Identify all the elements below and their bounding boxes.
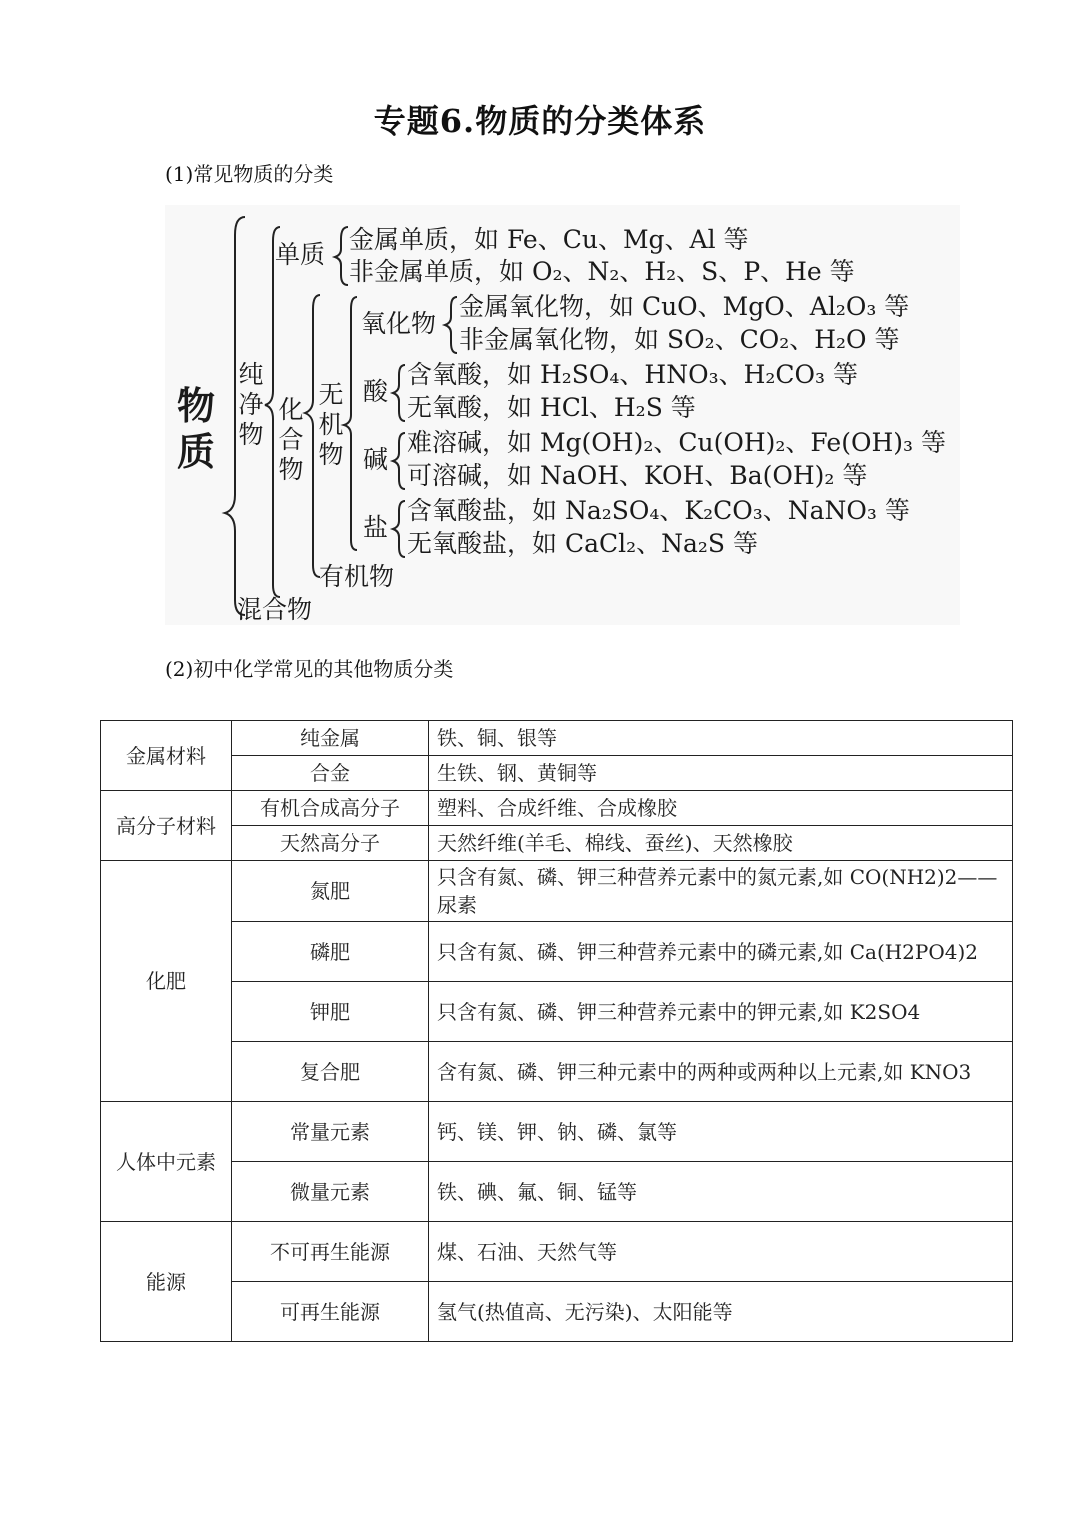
table-row	[101, 1042, 1013, 1102]
desc-cell: 氢气(热值高、无污染)、太阳能等	[429, 1282, 1013, 1342]
brace-salt	[393, 501, 405, 557]
brace-base	[393, 433, 405, 489]
tree-salt-item: 无氧酸盐，如 CaCl₂、Na₂S 等	[407, 529, 759, 558]
tree-base-item: 可溶碱，如 NaOH、KOH、Ba(OH)₂ 等	[407, 461, 868, 490]
brace-oxide	[445, 297, 457, 353]
desc-cell: 天然纤维(羊毛、棉线、蚕丝)、天然橡胶	[429, 826, 1013, 861]
table-row	[101, 922, 1013, 982]
tree-root-label: 物质	[177, 383, 216, 474]
table-row	[101, 1162, 1013, 1222]
sub-cell: 钾肥	[232, 982, 429, 1042]
sub-cell: 纯金属	[232, 721, 429, 756]
tree-base-item: 难溶碱，如 Mg(OH)₂、Cu(OH)₂、Fe(OH)₃ 等	[407, 428, 946, 457]
sub-cell: 可再生能源	[232, 1282, 429, 1342]
desc-cell: 含有氮、磷、钾三种元素中的两种或两种以上元素,如 KNO3	[429, 1042, 1013, 1102]
tree-oxide-item: 非金属氧化物，如 SO₂、CO₂、H₂O 等	[459, 325, 900, 354]
desc-cell: 只含有氮、磷、钾三种营养元素中的磷元素,如 Ca(H2PO4)2	[429, 922, 1013, 982]
desc-cell: 钙、镁、钾、钠、磷、氯等	[429, 1102, 1013, 1162]
sub-cell: 磷肥	[232, 922, 429, 982]
table-row	[101, 982, 1013, 1042]
group-cell: 能源	[101, 1222, 232, 1342]
classification-tree	[165, 205, 960, 625]
desc-cell: 煤、石油、天然气等	[429, 1222, 1013, 1282]
brace-inorganic	[344, 297, 357, 550]
desc-cell: 塑料、合成纤维、合成橡胶	[429, 791, 1013, 826]
table-row	[101, 861, 1013, 922]
sub-cell: 微量元素	[232, 1162, 429, 1222]
tree-acid-label: 酸	[363, 377, 389, 406]
tree-compound-label: 化合物	[278, 395, 304, 484]
page-title: 专题6.物质的分类体系	[373, 102, 707, 140]
tree-element-label: 单质	[275, 240, 326, 269]
sub-cell: 有机合成高分子	[232, 791, 429, 826]
tree-oxide-label: 氧化物	[361, 309, 437, 338]
classification-table	[100, 720, 1013, 1342]
sub-cell: 不可再生能源	[232, 1222, 429, 1282]
table-row	[101, 826, 1013, 861]
sub-cell: 常量元素	[232, 1102, 429, 1162]
tree-organic-label: 有机物	[319, 562, 395, 591]
tree-oxide-item: 金属氧化物，如 CuO、MgO、Al₂O₃ 等	[459, 292, 910, 321]
table-row	[101, 791, 1013, 826]
group-cell: 金属材料	[101, 721, 232, 791]
tree-element-item: 非金属单质，如 O₂、N₂、H₂、S、P、He 等	[349, 257, 855, 286]
sub-cell: 合金	[232, 756, 429, 791]
tree-acid-item: 含氧酸，如 H₂SO₄、HNO₃、H₂CO₃ 等	[407, 360, 859, 389]
tree-element-item: 金属单质，如 Fe、Cu、Mg、Al 等	[349, 225, 749, 254]
group-cell: 化肥	[101, 861, 232, 1102]
sub-cell: 天然高分子	[232, 826, 429, 861]
tree-mixture-label: 混合物	[237, 595, 313, 624]
tree-salt-item: 含氧酸盐，如 Na₂SO₄、K₂CO₃、NaNO₃ 等	[407, 496, 910, 525]
desc-cell: 只含有氮、磷、钾三种营养元素中的钾元素,如 K2SO4	[429, 982, 1013, 1042]
tree-acid-item: 无氧酸，如 HCl、H₂S 等	[407, 393, 696, 422]
table-row	[101, 756, 1013, 791]
table-row	[101, 1282, 1013, 1342]
tree-salt-label: 盐	[363, 513, 389, 542]
tree-pure-label: 纯净物	[238, 360, 264, 449]
section-heading-1: (1)常见物质的分类	[165, 162, 334, 186]
group-cell: 高分子材料	[101, 791, 232, 861]
group-cell: 人体中元素	[101, 1102, 232, 1222]
table-row	[101, 721, 1013, 756]
brace-element	[335, 227, 348, 285]
tree-inorganic-label: 无机物	[318, 380, 344, 469]
sub-cell: 氮肥	[232, 861, 429, 922]
section-heading-2: (2)初中化学常见的其他物质分类	[165, 657, 454, 681]
tree-base-label: 碱	[363, 445, 389, 474]
table-row	[101, 1102, 1013, 1162]
sub-cell: 复合肥	[232, 1042, 429, 1102]
table-row	[101, 1222, 1013, 1282]
desc-cell: 铁、铜、银等	[429, 721, 1013, 756]
desc-cell: 只含有氮、磷、钾三种营养元素中的氮元素,如 CO(NH2)2——尿素	[429, 861, 1013, 922]
brace-acid	[393, 365, 405, 421]
desc-cell: 生铁、钢、黄铜等	[429, 756, 1013, 791]
desc-cell: 铁、碘、氟、铜、锰等	[429, 1162, 1013, 1222]
